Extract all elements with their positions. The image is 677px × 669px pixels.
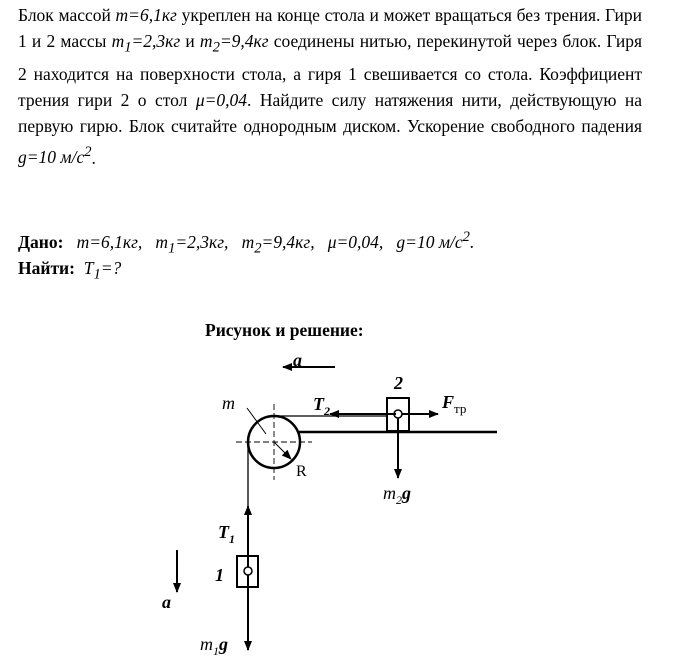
block-mass: m=6,1кг xyxy=(115,5,177,25)
find-label: Найти: xyxy=(18,258,75,278)
weight-1-label: 1 xyxy=(215,565,224,585)
given-mass1-symbol: m xyxy=(155,231,169,252)
problem-text: и xyxy=(180,31,200,52)
figure-title: Рисунок и решение: xyxy=(205,320,364,340)
given-friction: μ=0,04, xyxy=(327,231,384,252)
gravity-m1g-label: $m_1g$ xyxy=(200,634,228,658)
problem-text: соединены нитью, перекинутой через блок. Гиря 2 находится на поверхности стола, а гиря 1 свешивается со стола. Коэффициент трения гири 2 о стол xyxy=(18,31,642,111)
find-tension-subscript: 1 xyxy=(93,266,101,283)
radius-label: R xyxy=(296,463,307,480)
mass2-value: =9,4кг xyxy=(219,31,269,52)
acceleration-label-top: a xyxy=(293,350,302,370)
given-block-mass: m=6,1кг, xyxy=(76,231,143,252)
mass2-symbol: m xyxy=(199,31,213,52)
tension-t1-label: $T_1$ xyxy=(218,522,235,546)
gravity-m2g-label: $m_2g$ xyxy=(383,483,411,507)
given-mass1-subscript: 1 xyxy=(168,240,176,257)
gravity-exponent: 2 xyxy=(84,144,92,161)
weight-1-center xyxy=(244,567,252,575)
find-tension-question: =? xyxy=(100,258,122,278)
given-mass2-subscript: 2 xyxy=(254,240,262,257)
tension-t2-label: $T_2$ xyxy=(313,394,330,418)
weight-2-label: 2 xyxy=(394,373,403,393)
given-mass2-value: =9,4кг, xyxy=(261,231,315,252)
mass2-subscript: 2 xyxy=(212,39,220,56)
acceleration-label-left: a xyxy=(162,592,171,612)
problem-text: укреплен на конце стола и может вращаться без трения. Гири 1 и 2 массы xyxy=(18,5,642,52)
given-mass1-value: =2,3кг, xyxy=(175,231,229,252)
problem-text: Блок массой xyxy=(18,5,116,25)
mass1-symbol: m xyxy=(111,31,125,52)
friction-force-label: $F_{тр}$ xyxy=(442,392,467,416)
pulley-mass-label: m xyxy=(222,393,235,413)
given-mass2-symbol: m xyxy=(241,231,255,252)
problem-text: . Найдите силу натяжения нити, действующую на первую гирю. Блок считайте однородным диском. Ускорение свободного падения xyxy=(18,90,642,137)
radius-arrow xyxy=(274,442,291,459)
mass1-subscript: 1 xyxy=(124,39,132,56)
gravity-value: g=10 м/с xyxy=(18,147,85,168)
given-gravity-period: . xyxy=(469,231,475,252)
given-gravity-exponent: 2 xyxy=(462,229,470,245)
mass1-value: =2,3кг xyxy=(131,31,181,52)
given-gravity-value: g=10 м/с xyxy=(396,231,463,252)
problem-text: . xyxy=(91,147,96,168)
friction-coefficient: μ=0,04 xyxy=(195,90,248,111)
given-label: Дано: xyxy=(18,231,64,252)
find-tension-symbol: T xyxy=(83,258,94,278)
